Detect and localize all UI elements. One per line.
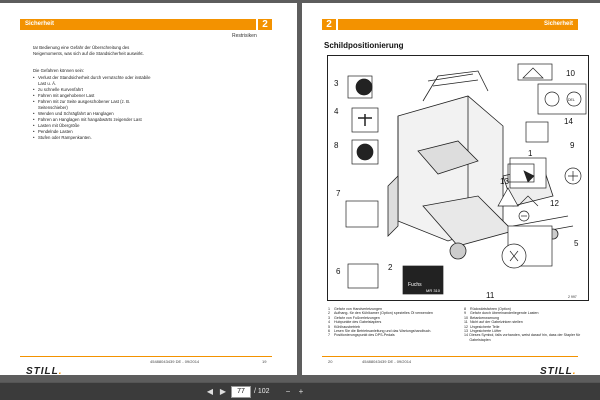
document-page-right: [302, 3, 600, 375]
document-page-left: [0, 3, 297, 375]
still-logo: STILL.: [540, 366, 577, 375]
legend-text: Positionierungspunkt des DPS-Pedals: [334, 333, 395, 338]
legend-text: Aufhang- für den Kühlkamer (Option) spezielles Öl verwenden: [334, 311, 433, 316]
page-number-input[interactable]: 77: [231, 386, 251, 398]
legend-text: Hubpunkte des Gabelstaplers: [334, 320, 382, 325]
legend-number: 9: [464, 311, 466, 316]
callout-13: 13: [500, 177, 509, 186]
footer-rule: [20, 356, 272, 357]
section-title: Sicherheit: [25, 21, 55, 27]
footer-code: 45488043439 DE - 09/2014: [362, 359, 412, 364]
legend-number: 13: [464, 329, 468, 334]
callout-1: 1: [528, 149, 533, 158]
legend-text: Kühlhausbetrieb: [334, 324, 360, 329]
legend-number: 14: [464, 333, 468, 338]
next-page-icon[interactable]: ▶: [219, 387, 227, 396]
legend-right: [464, 307, 589, 342]
legend-text: Nicht auf der Gabelzinken stellen: [470, 320, 523, 325]
sign-text-del: DEL: [568, 98, 575, 102]
callout-9: 9: [570, 141, 575, 150]
chapter-number: 2: [322, 19, 336, 30]
callout-14: 14: [564, 117, 573, 126]
page-subtitle: Restrisiken: [232, 33, 257, 39]
sign-7-box: [346, 201, 378, 227]
legend-left: [328, 307, 458, 338]
legend-row: [328, 333, 458, 337]
footer-rule: [322, 356, 578, 357]
list-item: • Wenden und Schrägfahrt an Hanglagen: [33, 111, 153, 117]
page-total: / 102: [254, 388, 270, 395]
list-item: • Fahren mit angehobener Last: [33, 93, 153, 99]
legend-text: Betankenwarnung: [470, 315, 499, 320]
callout-10: 10: [566, 69, 575, 78]
legend-text: Gefahr von Handverletzungen: [334, 307, 382, 311]
list-item: • Lasten mit Übergröße: [33, 123, 153, 129]
logo-text: STILL: [540, 366, 573, 375]
callout-6: 6: [336, 267, 341, 276]
sign-text-fuchs: Fuchs: [408, 282, 422, 288]
previous-page-icon[interactable]: ◀: [206, 387, 214, 396]
truck-illustration: [328, 56, 590, 302]
callout-7: 7: [336, 189, 341, 198]
legend-text: Gefahr von Fußverletzungen: [334, 315, 380, 320]
legend-number: 7: [328, 333, 330, 338]
page-subtitle: Schildpositionierung: [324, 41, 404, 50]
callout-2: 2: [388, 263, 393, 272]
legend-text: Dieses Symbol, falls vorhanden, weist darauf hin, dass der Stapler für Gabelstaplen: [469, 333, 581, 342]
sign-position-figure: [327, 55, 589, 301]
callout-3: 3: [334, 79, 339, 88]
zoom-out-icon[interactable]: −: [285, 387, 291, 396]
legend-number: 12: [464, 324, 468, 329]
callout-12: 12: [550, 199, 559, 208]
legend-number: 3: [328, 315, 330, 320]
legend-number: 5: [328, 324, 330, 329]
logo-text: STILL: [26, 366, 59, 375]
hazard-list: [33, 75, 153, 141]
legend-number: 10: [464, 315, 468, 320]
footer-code: 45488043439 DE - 09/2014: [150, 359, 200, 364]
list-item: • Fahren an Hanglagen mit hangabwärts zeigender Last: [33, 117, 153, 123]
legend-number: 4: [328, 320, 330, 325]
zoom-in-icon[interactable]: +: [298, 387, 304, 396]
list-item: • Fahren mit zur Seite ausgeschobener Last (z. B. Seitenschieber): [33, 99, 153, 111]
callout-5: 5: [574, 239, 579, 248]
chapter-number: 2: [258, 19, 272, 30]
list-item: • zu schnelle Kurvenfahrt: [33, 87, 153, 93]
still-logo: STILL.: [26, 366, 63, 375]
list-item: • Pendelnde Lasten: [33, 129, 153, 135]
legend-number: 6: [328, 329, 330, 334]
legend-row: [464, 333, 589, 342]
viewer-toolbar: [0, 382, 600, 400]
list-heading: Die Gefahren können sein:: [33, 68, 85, 73]
legend-text: Ungesicherte Lüfter: [470, 329, 502, 334]
list-item: • Stufen oder Rampenkanten.: [33, 135, 153, 141]
legend-text: Gefahr durch übereinanderliegende Lasten: [470, 311, 539, 316]
list-item: • Verlust der Standsicherheit durch verrutschte oder instabile Last u. Ä.: [33, 75, 153, 87]
section-title: Sicherheit: [543, 21, 573, 27]
page-number: 20: [328, 359, 333, 364]
sign-6-box: [348, 264, 378, 288]
legend-text: Lesen Sie die Betriebsanleitung und das Wartungshandbuch.: [334, 329, 432, 334]
legend-text: Ungesicherte Teile: [470, 324, 500, 329]
section-header-bar: [20, 19, 256, 30]
page-number: 19: [262, 359, 267, 364]
section-header-bar: [338, 19, 578, 30]
intro-paragraph: tar Bedienung eine Gefahr der Überschreitung des Neigemoments, was sich auf die Standsicherheit auswirkt.: [33, 45, 144, 56]
callout-8: 8: [334, 141, 339, 150]
legend-number: 2: [328, 311, 330, 316]
sign-text-mr: MR 310: [426, 288, 441, 293]
figure-code: 2 997: [568, 295, 577, 299]
legend-number: 1: [328, 307, 330, 311]
callout-4: 4: [334, 107, 339, 116]
callout-11: 11: [486, 291, 495, 300]
legend-number: 11: [464, 320, 468, 325]
legend-number: 8: [464, 307, 466, 311]
legend-text: Rückwärtsfahren (Option): [470, 307, 511, 311]
